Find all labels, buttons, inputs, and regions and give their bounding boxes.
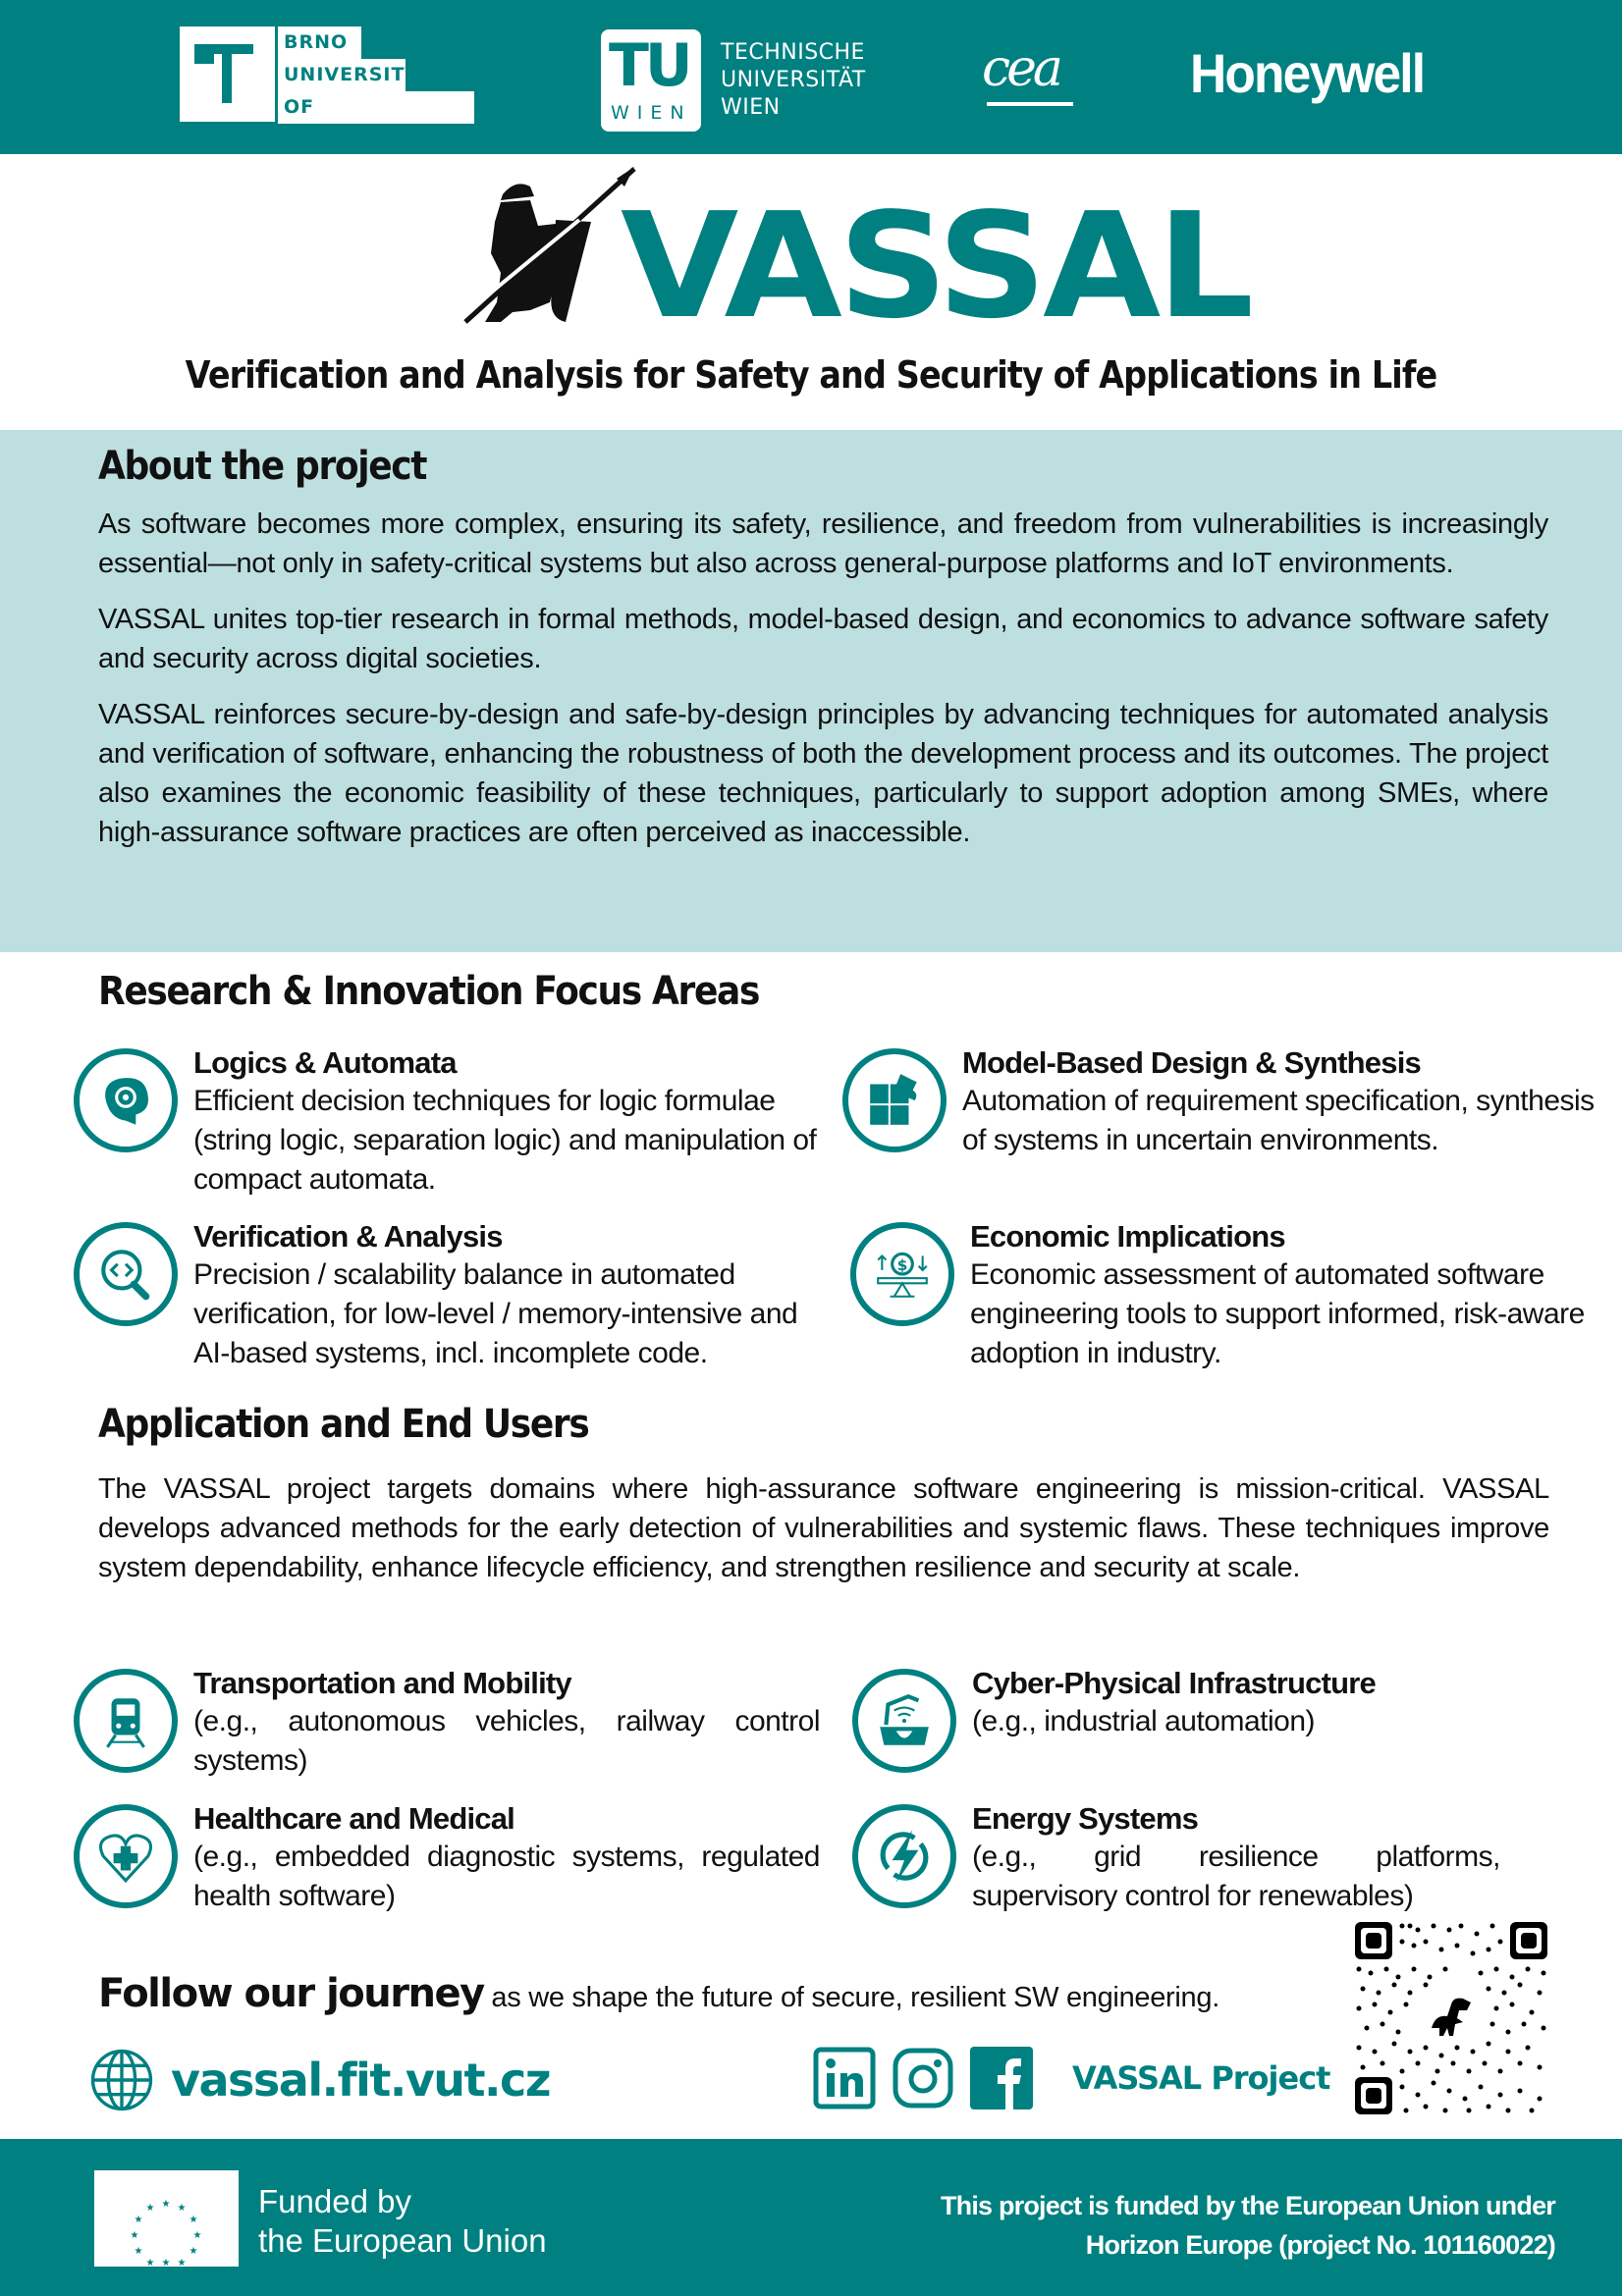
focus-areas-heading: Research & Innovation Focus Areas <box>98 969 760 1014</box>
social-links <box>813 2047 1329 2109</box>
application-item <box>74 1666 820 1781</box>
svg-text:★: ★ <box>134 2246 143 2257</box>
brno-university-logo <box>180 27 474 146</box>
brno-logo-line: BRNO <box>278 27 361 59</box>
svg-text:★: ★ <box>161 2199 171 2210</box>
about-paragraph: VASSAL reinforces secure-by-design and safe-by-design principles by advancing techniques for automated analysis and verification of software, enhancing the robustness of both the development process and its outcomes. The project also examines the economic feasibility of these techniques, particularly to support adoption among SMEs, where high-assurance software practices are often perceived as inaccessible. <box>98 699 1548 848</box>
focus-area-item <box>74 1045 839 1200</box>
tu-wien-mark-icon: TU WIEN <box>601 29 701 132</box>
website-link[interactable] <box>88 2047 550 2113</box>
focus-area-description: Economic assessment of automated software engineering tools to support informed, risk-aware adoption in industry. <box>970 1258 1585 1369</box>
svg-text:★: ★ <box>161 2258 171 2267</box>
brain-gear-icon <box>74 1048 178 1152</box>
application-description: (e.g., embedded diagnostic systems, regulated health software) <box>193 1841 820 1912</box>
qr-code-icon[interactable] <box>1353 1920 1549 2116</box>
lightning-icon <box>852 1804 956 1908</box>
website-url[interactable]: vassal.fit.vut.cz <box>171 2054 551 2107</box>
svg-text:★: ★ <box>189 2215 198 2225</box>
honeywell-logo: Honeywell <box>1190 42 1425 104</box>
brno-logo-line: UNIVERSITY <box>278 59 406 91</box>
focus-area-description: Automation of requirement specification, synthesis of systems in uncertain environments. <box>962 1085 1595 1156</box>
svg-text:★: ★ <box>134 2215 143 2225</box>
focus-area-description: Efficient decision techniques for logic formulae (string logic, separation logic) and manipulation of compact automata. <box>193 1085 817 1196</box>
applications-heading: Application and End Users <box>98 1402 589 1447</box>
instagram-icon[interactable] <box>892 2047 954 2109</box>
social-handle[interactable]: VASSAL Project <box>1072 2059 1330 2097</box>
train-icon <box>74 1669 178 1773</box>
application-title: Transportation and Mobility <box>193 1666 571 1700</box>
about-heading: About the project <box>98 444 427 489</box>
brno-logo-line: OF TECHNOLOGY <box>278 91 474 124</box>
tu-wien-logo-line: TECHNISCHE <box>721 40 865 65</box>
follow-line <box>98 1971 1219 2016</box>
brno-t-mark-icon <box>180 27 275 122</box>
funding-statement: Horizon Europe (project No. 101160022) <box>1085 2230 1555 2260</box>
cea-logo-underline <box>987 102 1073 106</box>
svg-text:★: ★ <box>145 2203 155 2214</box>
follow-text: as we shape the future of secure, resilient SW engineering. <box>483 1982 1219 2013</box>
focus-area-title: Logics & Automata <box>193 1045 457 1080</box>
eu-funded-line: the European Union <box>258 2222 547 2259</box>
focus-area-item <box>850 1219 1624 1373</box>
vassal-logo <box>461 165 1250 350</box>
cea-logo: cea <box>982 39 1059 98</box>
svg-text:$: $ <box>896 1255 908 1274</box>
focus-area-title: Economic Implications <box>970 1219 1285 1254</box>
svg-text:★: ★ <box>145 2258 155 2267</box>
application-description: (e.g., industrial automation) <box>972 1705 1316 1737</box>
about-section <box>0 430 1622 952</box>
facebook-icon[interactable] <box>970 2047 1033 2109</box>
knight-mascot-icon <box>461 165 638 332</box>
application-description: (e.g., grid resilience platforms, supervisory control for renewables) <box>972 1841 1500 1912</box>
globe-icon <box>88 2047 155 2113</box>
focus-area-title: Model-Based Design & Synthesis <box>962 1045 1421 1080</box>
eu-funded-line: Funded by <box>258 2183 411 2219</box>
funding-footer <box>0 2139 1622 2296</box>
about-paragraph: As software becomes more complex, ensuring its safety, resilience, and freedom from vulnerabilities is increasingly essential—not only in safety-critical systems but also across general-purpose platforms and IoT environments. <box>98 508 1548 579</box>
vassal-wordmark: VASSAL <box>621 182 1250 350</box>
svg-text:★: ★ <box>189 2246 198 2257</box>
svg-text:★: ★ <box>192 2230 202 2241</box>
project-tagline: Verification and Analysis for Safety and Security of Applications in Life <box>185 353 1437 397</box>
application-title: Energy Systems <box>972 1801 1199 1836</box>
code-search-icon <box>74 1222 178 1326</box>
applications-description: The VASSAL project targets domains where high-assurance software engineering is mission-critical. VASSAL develops advanced methods for the early detection of vulnerabilities and systemic flaws. These techniques improve system dependability, enhance lifecycle efficiency, and strengthen resilience and security at scale. <box>98 1473 1549 1583</box>
eu-flag-icon <box>94 2170 239 2267</box>
application-description: (e.g., autonomous vehicles, railway control systems) <box>193 1705 820 1777</box>
application-item <box>852 1666 1540 1773</box>
svg-text:★: ★ <box>177 2203 187 2214</box>
focus-area-description: Precision / scalability balance in automated verification, for low-level / memory-intensive and AI-based systems, incl. incomplete code. <box>193 1258 798 1369</box>
robot-arm-gear-icon <box>852 1669 956 1773</box>
focus-area-title: Verification & Analysis <box>193 1219 503 1254</box>
funding-statement: This project is funded by the European Union under <box>940 2191 1555 2220</box>
application-title: Healthcare and Medical <box>193 1801 514 1836</box>
svg-text:★: ★ <box>177 2258 187 2267</box>
partner-header <box>0 0 1622 154</box>
application-item <box>852 1801 1500 1916</box>
heart-cross-icon <box>74 1804 178 1908</box>
follow-heading: Follow our journey <box>98 1971 484 2016</box>
tu-wien-logo-line: WIEN <box>721 95 781 120</box>
dollar-balance-icon <box>850 1222 954 1326</box>
tu-wien-logo-line: UNIVERSITÄT <box>721 68 866 92</box>
focus-area-item <box>74 1219 839 1373</box>
svg-text:★: ★ <box>130 2230 139 2241</box>
application-item <box>74 1801 820 1916</box>
linkedin-icon[interactable] <box>813 2047 876 2109</box>
puzzle-icon <box>842 1048 947 1152</box>
focus-area-item <box>842 1045 1618 1160</box>
tu-wien-logo <box>601 29 866 132</box>
about-paragraph: VASSAL unites top-tier research in formal methods, model-based design, and economics to advance software safety and security across digital societies. <box>98 604 1548 674</box>
application-title: Cyber-Physical Infrastructure <box>972 1666 1376 1700</box>
